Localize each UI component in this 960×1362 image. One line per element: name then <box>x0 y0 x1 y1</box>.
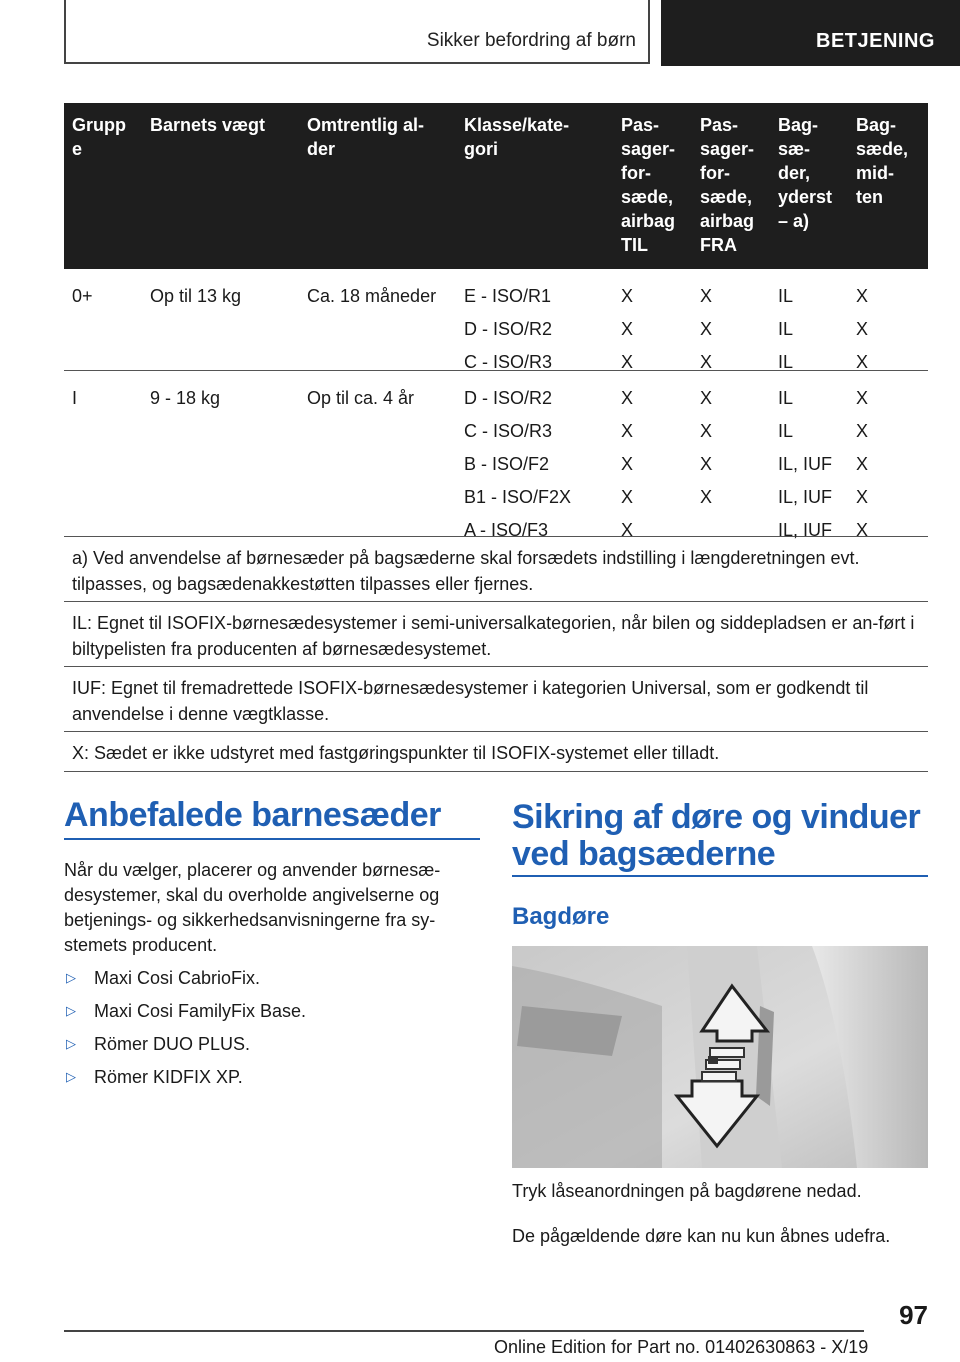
table-cell-line: X <box>621 388 634 408</box>
column-header: Pas- sager- for- sæde, airbag FRA <box>700 115 755 255</box>
table-cell-line: X <box>621 487 634 507</box>
table-cell-line: X <box>621 352 634 372</box>
triangle-bullet-icon: ▷ <box>66 1003 76 1018</box>
table-cell <box>464 382 614 547</box>
footer-rule <box>64 1330 864 1332</box>
table-cell: Op til 13 kg <box>150 286 242 306</box>
table-cell <box>700 280 772 379</box>
table-cell-line: D - ISO/R2 <box>464 319 553 339</box>
header-section-box <box>64 0 650 64</box>
table-cell <box>856 280 928 379</box>
table-cell <box>778 382 854 547</box>
table-cell <box>856 382 928 547</box>
table-cell-line: X <box>700 319 713 339</box>
column-header: Barnets vægt <box>150 115 266 135</box>
table-row <box>64 269 928 371</box>
column-header: Grupp e <box>72 115 126 159</box>
table-cell-line: X <box>856 388 869 408</box>
table-cell-line: X <box>700 421 713 441</box>
header-section-title: Sikker befordring af børn <box>426 30 636 51</box>
table-cell-line: B - ISO/F2 <box>464 454 550 474</box>
table-cell-line: X <box>621 286 634 306</box>
heading-rule <box>64 838 480 840</box>
table-cell-line: IL <box>778 421 794 441</box>
table-cell-line: IL <box>778 286 794 306</box>
table-cell-line: X <box>856 319 869 339</box>
table-cell-line: X <box>700 352 713 372</box>
table-cell-line: X <box>621 319 634 339</box>
table-cell-line: X <box>856 286 869 306</box>
caption-press-lock: Tryk låseanordningen på bagdørene nedad. <box>512 1181 862 1201</box>
table-cell-line: X <box>700 487 713 507</box>
table-cell-line: X <box>621 421 634 441</box>
footer-edition: Online Edition for Part no. 01402630863 - X/19 <box>494 1337 869 1357</box>
table-cell-line: X <box>700 286 713 306</box>
column-header: Bag- sæde, mid- ten <box>856 115 909 207</box>
triangle-bullet-icon: ▷ <box>66 1036 76 1051</box>
heading-rule <box>512 875 928 877</box>
table-cell: 0+ <box>72 286 93 306</box>
table-cell-line: X <box>621 520 634 540</box>
table-cell-line: E - ISO/R1 <box>464 286 552 306</box>
table-cell <box>778 280 854 379</box>
table-cell-line: X <box>856 487 869 507</box>
table-cell-line: B1 - ISO/F2X <box>464 487 572 507</box>
table-cell-line: X <box>856 520 869 540</box>
table-cell-line: A - ISO/F3 <box>464 520 549 540</box>
table-cell-line: IL, IUF <box>778 520 833 540</box>
table-cell <box>621 382 693 547</box>
table-cell-line: C - ISO/R3 <box>464 421 553 441</box>
child-seat-table <box>64 103 928 772</box>
table-note: X: Sædet er ikke udstyret med fastgøringspunkter til ISOFIX-systemet eller tilladt. <box>64 732 928 772</box>
table-row <box>64 371 928 540</box>
page-number: 97 <box>899 1300 928 1330</box>
section-heading-recommended-seats: Anbefalede barnesæder <box>64 796 441 834</box>
subheading-rear-doors: Bagdøre <box>512 903 610 930</box>
table-cell: I <box>72 388 78 408</box>
table-cell-line: X <box>856 352 869 372</box>
intro-paragraph: Når du vælger, placerer og anvender børnesæ-desystemer, skal du overholde angivelserne og betjenings- og sikkerhedsanvisningerne fra sy-stemets producent. <box>64 860 441 955</box>
triangle-bullet-icon: ▷ <box>66 970 76 985</box>
table-cell: 9 - 18 kg <box>150 388 221 408</box>
table-cell: Ca. 18 måneder <box>307 286 437 306</box>
table-note: IL: Egnet til ISOFIX-børnesædesystemer i semi-universalkategorien, når bilen og siddepladsen er an-ført i biltypelisten fra producenten af børnesædesystemet. <box>64 602 928 667</box>
table-cell-line: X <box>700 388 713 408</box>
table-cell-line: X <box>700 454 713 474</box>
table-cell-line: IL <box>778 388 794 408</box>
table-cell: Op til ca. 4 år <box>307 388 415 408</box>
table-cell-line: X <box>856 454 869 474</box>
column-header: Pas- sager- for- sæde, airbag TIL <box>621 115 676 255</box>
rear-door-lock-illustration <box>512 946 928 1168</box>
table-note: a) Ved anvendelse af børnesæder på bagsæderne skal forsædets indstilling i længderetningen evt. tilpasses, og bagsædenakkestøtten tilpasses eller fjernes. <box>64 537 928 602</box>
table-cell-line: X <box>621 454 634 474</box>
column-header: Bag- sæ- der, yderst – a) <box>778 115 833 231</box>
header-chapter-tab <box>661 0 960 66</box>
table-cell <box>700 382 772 547</box>
table-cell-line: D - ISO/R2 <box>464 388 553 408</box>
table-note: IUF: Egnet til fremadrettede ISOFIX-børnesædesystemer i kategorien Universal, som er godkendt til anvendelse i denne vægtklasse. <box>64 667 928 732</box>
column-header: Omtrentlig al- der <box>307 115 425 159</box>
table-cell <box>621 280 693 379</box>
table-cell-line: IL, IUF <box>778 454 833 474</box>
table-cell-line: X <box>856 421 869 441</box>
table-cell <box>464 280 614 379</box>
triangle-bullet-icon: ▷ <box>66 1069 76 1084</box>
caption-open-outside: De pågældende døre kan nu kun åbnes udefra. <box>512 1226 891 1246</box>
table-header <box>64 103 928 269</box>
table-cell-line: C - ISO/R3 <box>464 352 553 372</box>
table-cell-line: IL <box>778 352 794 372</box>
section-heading-door-locks: Sikring af døre og vinduer ved bagsæderne <box>512 798 921 873</box>
header-chapter-label: BETJENING <box>816 30 935 52</box>
table-cell-line: IL <box>778 319 794 339</box>
table-cell-line: IL, IUF <box>778 487 833 507</box>
column-header: Klasse/kate- gori <box>464 115 570 159</box>
